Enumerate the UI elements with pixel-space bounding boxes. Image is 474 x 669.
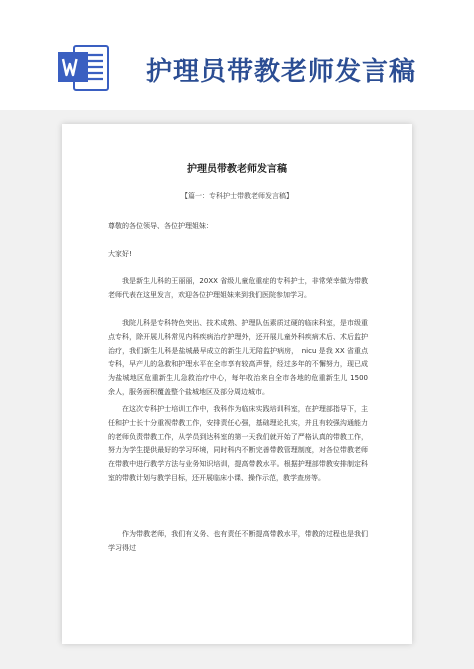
paragraph-training: 在这次专科护士培训工作中，我科作为临床实践培训科室，在护理部指导下，主任和护士长十分重视带教工作，安排责任心强，基础理论扎实，并且有较强沟通能力的老师负责带教工作，从学员到达科室的第一天我们就开始了严格认真的带教工作，努力为学生提供最好的学习环境，同时科内不断完善带教管理制度，对各位带教老师在带教中进行教学方法与业务知识培训，提高带教水平。根据护理部带教安排制定科室的带教计划与教学目标，还开展临床小课、操作示范，教学查房等。 xyxy=(108,405,368,482)
word-document-icon xyxy=(56,40,110,94)
paragraph-salutation: 尊敬的各位领导、各位护理姐妹： xyxy=(108,222,213,230)
paragraph-department: 我院儿科是专科特色突出、技术成熟、护理队伍素质过硬的临床科室，是市级重点专科，除开展儿科常见内科疾病治疗护理外，还开展儿童外科疾病术后、术后监护治疗，我们新生儿科是盐城最早成立的新生儿无陪监护病房， nicu 是我 XX 省重点专科，早产儿的急救和护理水平在全市享有较高声誉，经过多年的不懈努力，现已成为盐城地区危重新生儿急救治疗中心，每年收治来自全市各地的危重新生儿 1500 余人，服务面积覆盖整个盐城地区及部分周边城市。 xyxy=(108,319,368,396)
document-page xyxy=(62,124,412,644)
document-subtitle: 【篇一：专科护士带教老师发言稿】 xyxy=(181,192,293,200)
paragraph-introduction: 我是新生儿科的王丽丽，20XX 省级儿童危重症的专科护士，非常荣幸做为带教老师代表在这里发言，欢迎各位护理姐妹来到我们医院参加学习。 xyxy=(108,277,368,299)
paragraph-greeting: 大家好! xyxy=(108,250,132,258)
banner-title: 护理员带教老师发言稿 xyxy=(146,57,417,87)
paragraph-responsibility: 作为带教老师，我们有义务、也有责任不断提高带教水平，带教的过程也是我们学习得过 xyxy=(108,530,368,552)
document-title: 护理员带教老师发言稿 xyxy=(187,164,287,175)
banner xyxy=(0,0,474,110)
